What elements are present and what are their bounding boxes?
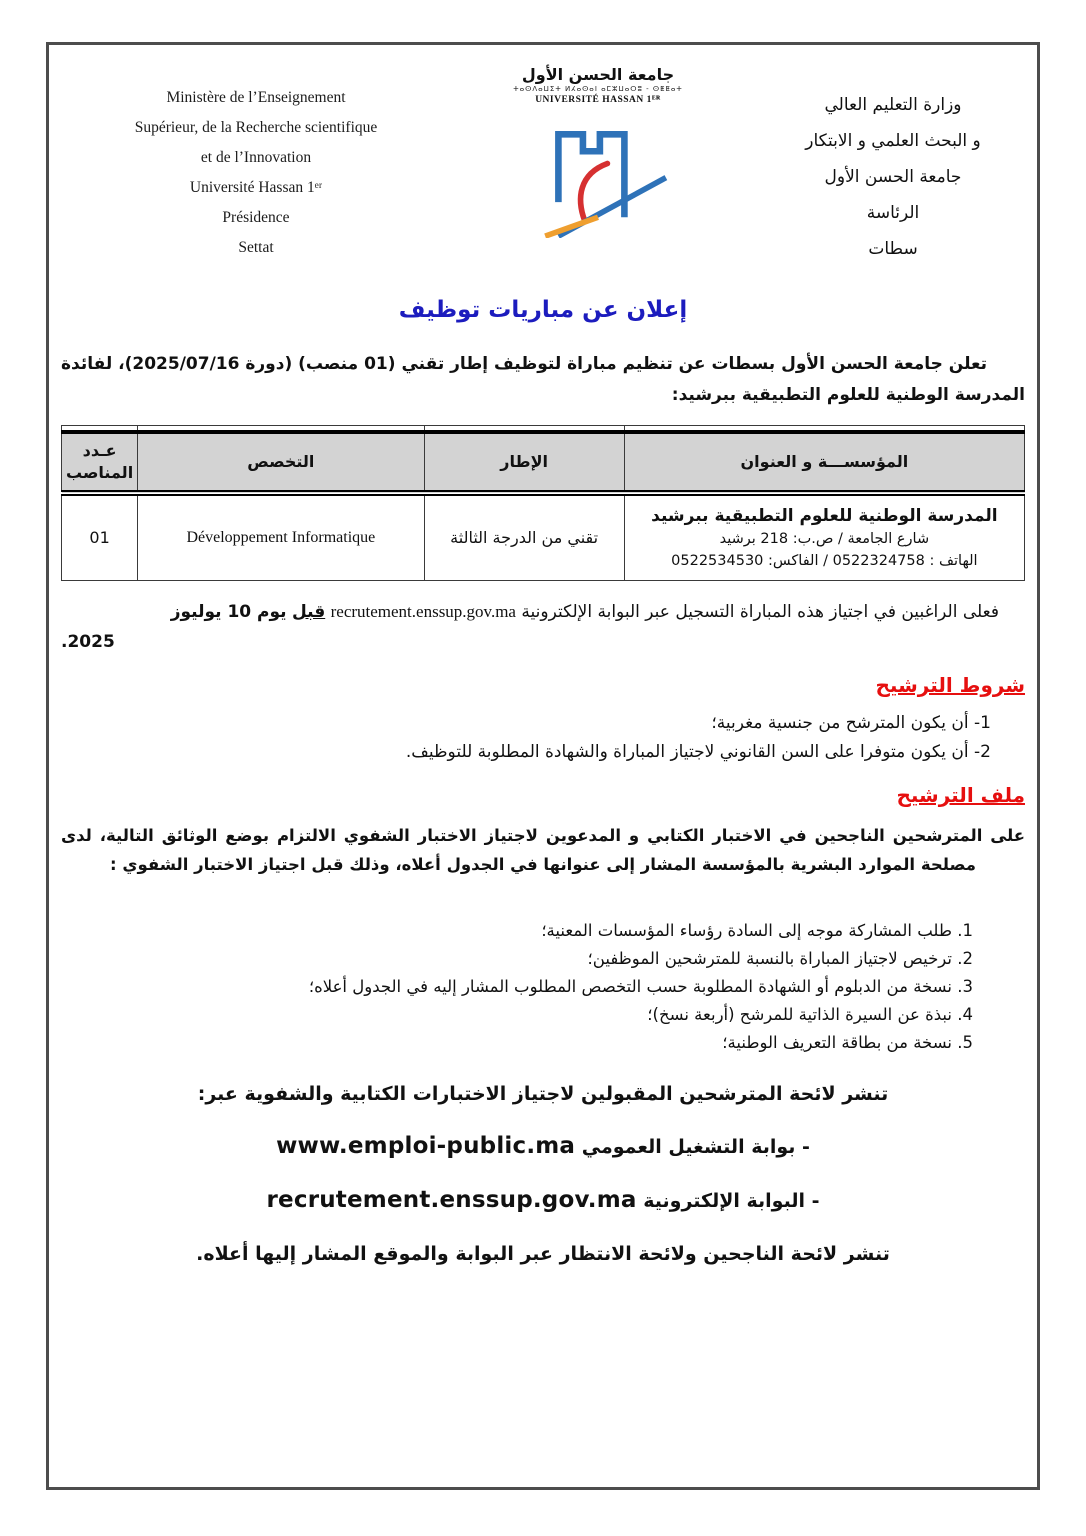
logo-name-tifinagh: ⵜⴰⵙⴷⴰⵡⵉⵜ ⵍⵃⴰⵙⴰⵏ ⴰⵎⵣⵡⴰⵔⵓ - ⵙⵟⵟⴰⵜ <box>513 85 683 93</box>
dossier-item: 4. نبذة عن السيرة الذاتية للمرشح (أربعة نسخ)؛ <box>647 1005 973 1024</box>
portal-label: - البوابة الإلكترونية <box>643 1190 820 1212</box>
column-header-cadre: الإطار <box>424 432 624 493</box>
table-header-row <box>62 432 1025 493</box>
institution-cell <box>624 493 1024 581</box>
city-line-fr: Settat <box>238 239 274 256</box>
city-line-ar: سطات <box>868 239 918 259</box>
registration-portal-url: recrutement.enssup.gov.ma <box>330 602 516 621</box>
positions-table <box>61 425 1025 581</box>
column-header-specialty: التخصص <box>138 432 424 493</box>
column-header-institution: المؤسســـة و العنوان <box>624 432 1024 493</box>
presidence-line-ar: الرئاسة <box>866 203 920 223</box>
deadline-word: قبل <box>291 602 326 622</box>
university-line-ar: جامعة الحسن الأول <box>824 167 962 187</box>
cadre-cell: تقني من الدرجة الثالثة <box>424 493 624 581</box>
deadline-year: 2025. <box>61 632 115 652</box>
dossier-intro-paragraph: على المترشحين الناجحين في الاختبار الكتابي و المدعوين لاجتياز الاختبار الشفوي الالتزام بوضع الوثائق التالية، لدى مصلحة الموارد البشرية بالمؤسسة المشار إلى عنوانها في الجدول أعلاه، وذلك قبل اجتياز الاختبار الشفوي : <box>61 826 1025 874</box>
institution-phone: الهاتف : 0522324758 / الفاكس: 0522534530 <box>671 552 978 569</box>
dossier-documents-list <box>61 917 1025 1057</box>
dossier-item: 3. نسخة من الدبلوم أو الشهادة المطلوبة حسب التخصص المطلوب المشار إليه في الجدول أعلاه؛ <box>308 977 973 996</box>
portal-emploi-public <box>61 1133 1025 1159</box>
table-row <box>62 493 1025 581</box>
portal-url: www.emploi-public.ma <box>276 1133 576 1159</box>
conditions-list <box>61 709 1025 767</box>
publication-footer: تنشر لائحة الناجحين ولائحة الانتظار عبر البوابة والموقع المشار إليها أعلاه. <box>196 1243 890 1265</box>
dossier-item: 2. ترخيص لاجتياز المباراة بالنسبة للمترشحين الموظفين؛ <box>587 949 973 968</box>
publication-intro: تنشر لائحة المترشحين المقبولين لاجتياز الاختبارات الكتابية والشفوية عبر: <box>197 1083 889 1105</box>
registration-paragraph <box>61 597 1025 627</box>
ministry-line-fr: Supérieur, de la Recherche scientifique <box>134 119 378 136</box>
condition-item: 2- أن يكون متوفرا على السن القانوني لاجتياز المباراة والشهادة المطلوبة للتوظيف. <box>405 742 991 762</box>
column-header-positions-count: عـدد المناصب <box>62 432 138 493</box>
ministry-header-french <box>61 63 421 267</box>
ministry-line-ar: و البحث العلمي و الابتكار <box>805 131 981 151</box>
ministry-header-arabic <box>775 63 1025 267</box>
letterhead <box>61 63 1025 267</box>
positions-count-cell: 01 <box>62 493 138 581</box>
conditions-heading: شروط الترشيح <box>875 673 1025 697</box>
ministry-line-fr: Ministère de l’Enseignement <box>166 89 346 106</box>
logo-name-arabic: جامعة الحسن الأول <box>521 65 675 84</box>
specialty-cell: Développement Informatique <box>138 493 424 581</box>
dossier-item: 5. نسخة من بطاقة التعريف الوطنية؛ <box>722 1033 973 1052</box>
portal-label: - بوابة التشغيل العمومي <box>581 1136 810 1158</box>
kasbah-logo-icon <box>518 106 678 238</box>
intro-paragraph: تعلن جامعة الحسن الأول بسطات عن تنظيم مباراة لتوظيف إطار تقني (01 منصب) (دورة 2025/07/16)، لفائدة المدرسة الوطنية للعلوم التطبيقية ببرشيد: <box>61 354 1025 405</box>
university-line-fr: Université Hassan 1ᵉʳ <box>189 179 323 196</box>
logo-name-latin: UNIVERSITÉ HASSAN 1ᴱᴿ <box>535 95 661 105</box>
deadline-date: يوم 10 يوليوز <box>170 602 287 622</box>
ministry-line-fr: et de l’Innovation <box>200 149 312 166</box>
presidence-line-fr: Présidence <box>222 209 290 226</box>
dossier-heading: ملف الترشيح <box>896 783 1025 807</box>
institution-address: شارع الجامعة / ص.ب: 218 برشيد <box>719 530 930 547</box>
institution-name: المدرسة الوطنية للعلوم التطبيقية ببرشيد <box>651 505 998 526</box>
condition-item: 1- أن يكون المترشح من جنسية مغربية؛ <box>711 713 991 733</box>
registration-text: فعلى الراغبين في اجتياز هذه المباراة التسجيل عبر البوابة الإلكترونية <box>521 602 999 622</box>
portal-url: recrutement.enssup.gov.ma <box>266 1187 637 1213</box>
portal-enssup <box>61 1187 1025 1213</box>
document-page <box>46 42 1040 1490</box>
university-logo <box>503 63 693 267</box>
ministry-line-ar: وزارة التعليم العالي <box>824 95 962 115</box>
dossier-item: 1. طلب المشاركة موجه إلى السادة رؤساء المؤسسات المعنية؛ <box>541 921 973 940</box>
announcement-title: إعلان عن مباريات توظيف <box>398 297 688 323</box>
